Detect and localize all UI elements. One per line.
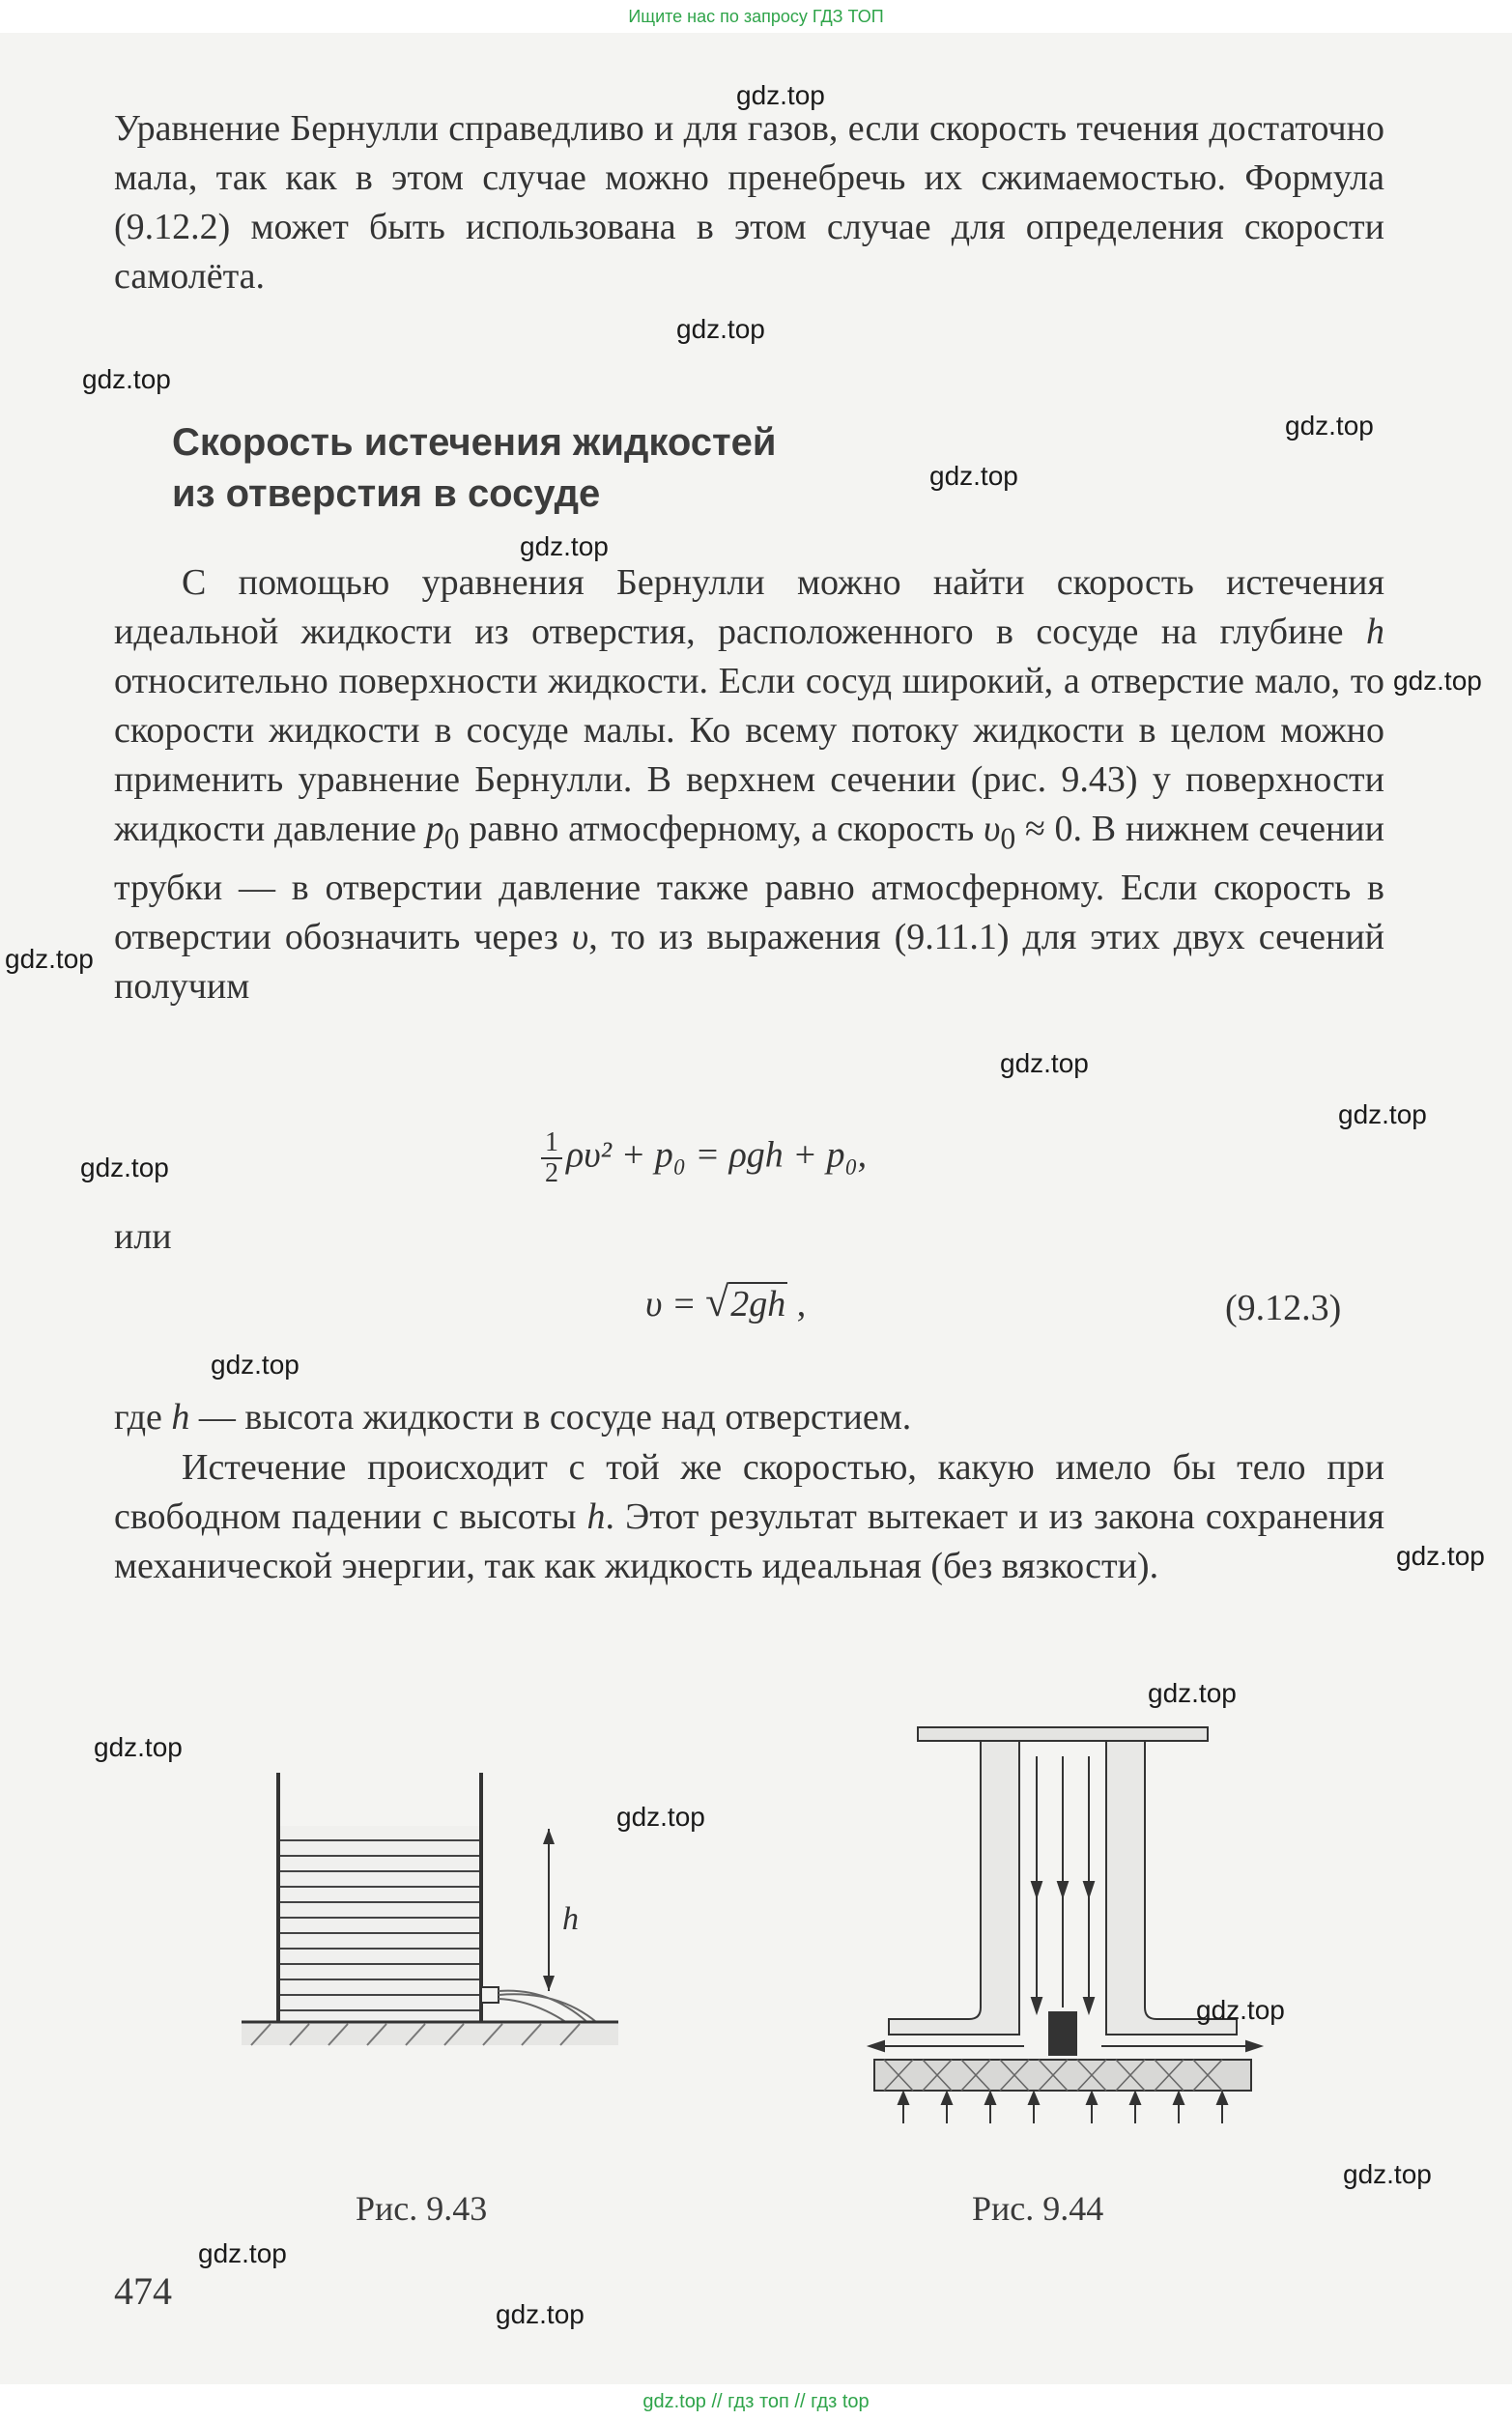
watermark: gdz.top: [929, 461, 1018, 491]
sqrt-sign: √: [705, 1278, 729, 1325]
torricelli-formula: υ = √2gh ,: [645, 1278, 807, 1325]
top-banner[interactable]: [0, 0, 1512, 33]
paragraph-free-fall: Истечение происходит с той же скоростью, какую имело бы тело при свободном падении с высоты h. Этот результат вытекает и из закона сохранения механической энергии, так как жидкость идеальная (без вязкости).: [114, 1447, 1384, 1586]
bernoulli-equation-rhs: ρυ² + p₀ = ρgh + p₀,: [566, 1134, 868, 1176]
top-banner-text[interactable]: Ищите нас по запросу ГДЗ ТОП: [628, 7, 884, 26]
height-arrow-bottom: [543, 1976, 555, 1991]
heading-line-1: Скорость истечения жидкостей: [172, 421, 777, 464]
ground-base: [242, 2022, 618, 2045]
watermark: gdz.top: [736, 80, 825, 110]
watermark: gdz.top: [5, 944, 94, 974]
height-arrow-top: [543, 1829, 555, 1844]
bottom-banner-text[interactable]: gdz.top // гдз топ // гдз top: [642, 2391, 870, 2412]
page-number: 474: [114, 2269, 172, 2313]
section-heading: [172, 417, 1041, 520]
watermark: gdz.top: [82, 364, 171, 394]
figure-9-44: [865, 1718, 1270, 2123]
watermark: gdz.top: [1338, 1099, 1427, 1129]
fraction-one-half: $\frac{1}{2}$: [541, 1128, 562, 1188]
bottom-banner[interactable]: [0, 2384, 1512, 2420]
watermark: gdz.top: [198, 2238, 287, 2268]
watermark: gdz.top: [1148, 1678, 1237, 1708]
tube-flange-top: [918, 1727, 1208, 1741]
watermark: gdz.top: [616, 1802, 705, 1832]
watermark: gdz.top: [1396, 1541, 1485, 1571]
equation-number: (9.12.3): [1225, 1288, 1342, 1328]
paragraph-where-h: где h — высота жидкости в сосуде над отверстием.: [114, 1397, 912, 1438]
obstacle-block: [1048, 2011, 1077, 2056]
caption-fig-9-43: Рис. 9.43: [356, 2189, 488, 2228]
tube-right-wall: [1106, 1741, 1237, 2035]
down-arrows: [1032, 1756, 1094, 2012]
watermark: gdz.top: [1393, 666, 1482, 696]
tube-left-wall: [889, 1741, 1019, 2035]
sqrt-body: 2gh: [730, 1284, 786, 1324]
vessel-outlet: [481, 1987, 499, 2003]
caption-fig-9-44: Рис. 9.44: [972, 2189, 1104, 2228]
watermark: gdz.top: [94, 1732, 183, 1762]
heading-line-2: из отверстия в сосуде: [172, 472, 601, 515]
watermark: gdz.top: [1196, 1995, 1285, 2025]
watermark: gdz.top: [80, 1153, 169, 1182]
height-label: h: [562, 1901, 579, 1937]
bernoulli-equation: [541, 1128, 867, 1188]
watermark: gdz.top: [496, 2299, 585, 2329]
watermark: gdz.top: [676, 314, 765, 344]
paragraph-outflow-velocity: С помощью уравнения Бернулли можно найти скорость истечения идеальной жидкости из отверстия, расположенного в сосуде на глубине h относительно поверхности жидкости. Если сосуд широкий, а отверстие мало, то скорости жидкости в сосуде малы. Ко всему потоку жидкости в целом можно применить уравнение Бернулли. В верхнем сечении (рис. 9.43) у поверхности жидкости давление $p_0$ равно атмосферному, а скорость $\upsilon_0 \approx 0$. В нижнем сечении трубки — в отверстии давление также равно атмосферному. Если скорость в отверстии обозначить через υ, то из выражения (9.11.1) для этих двух сечений получим: [114, 562, 1384, 1007]
watermark: gdz.top: [520, 531, 609, 561]
watermark: gdz.top: [211, 1350, 300, 1380]
watermark: gdz.top: [1343, 2159, 1432, 2189]
up-arrows: [899, 2093, 1227, 2123]
watermark: gdz.top: [1285, 411, 1374, 441]
paragraph-or: или: [114, 1216, 172, 1257]
watermark: gdz.top: [1000, 1048, 1089, 1078]
paragraph-gas-bernoulli: Уравнение Бернулли справедливо и для газов, если скорость течения достаточно мала, так как в этом случае можно пренебречь их сжимаемостью. Формула (9.12.2) может быть использована в этом случае для определения скорости самолёта.: [114, 108, 1384, 297]
